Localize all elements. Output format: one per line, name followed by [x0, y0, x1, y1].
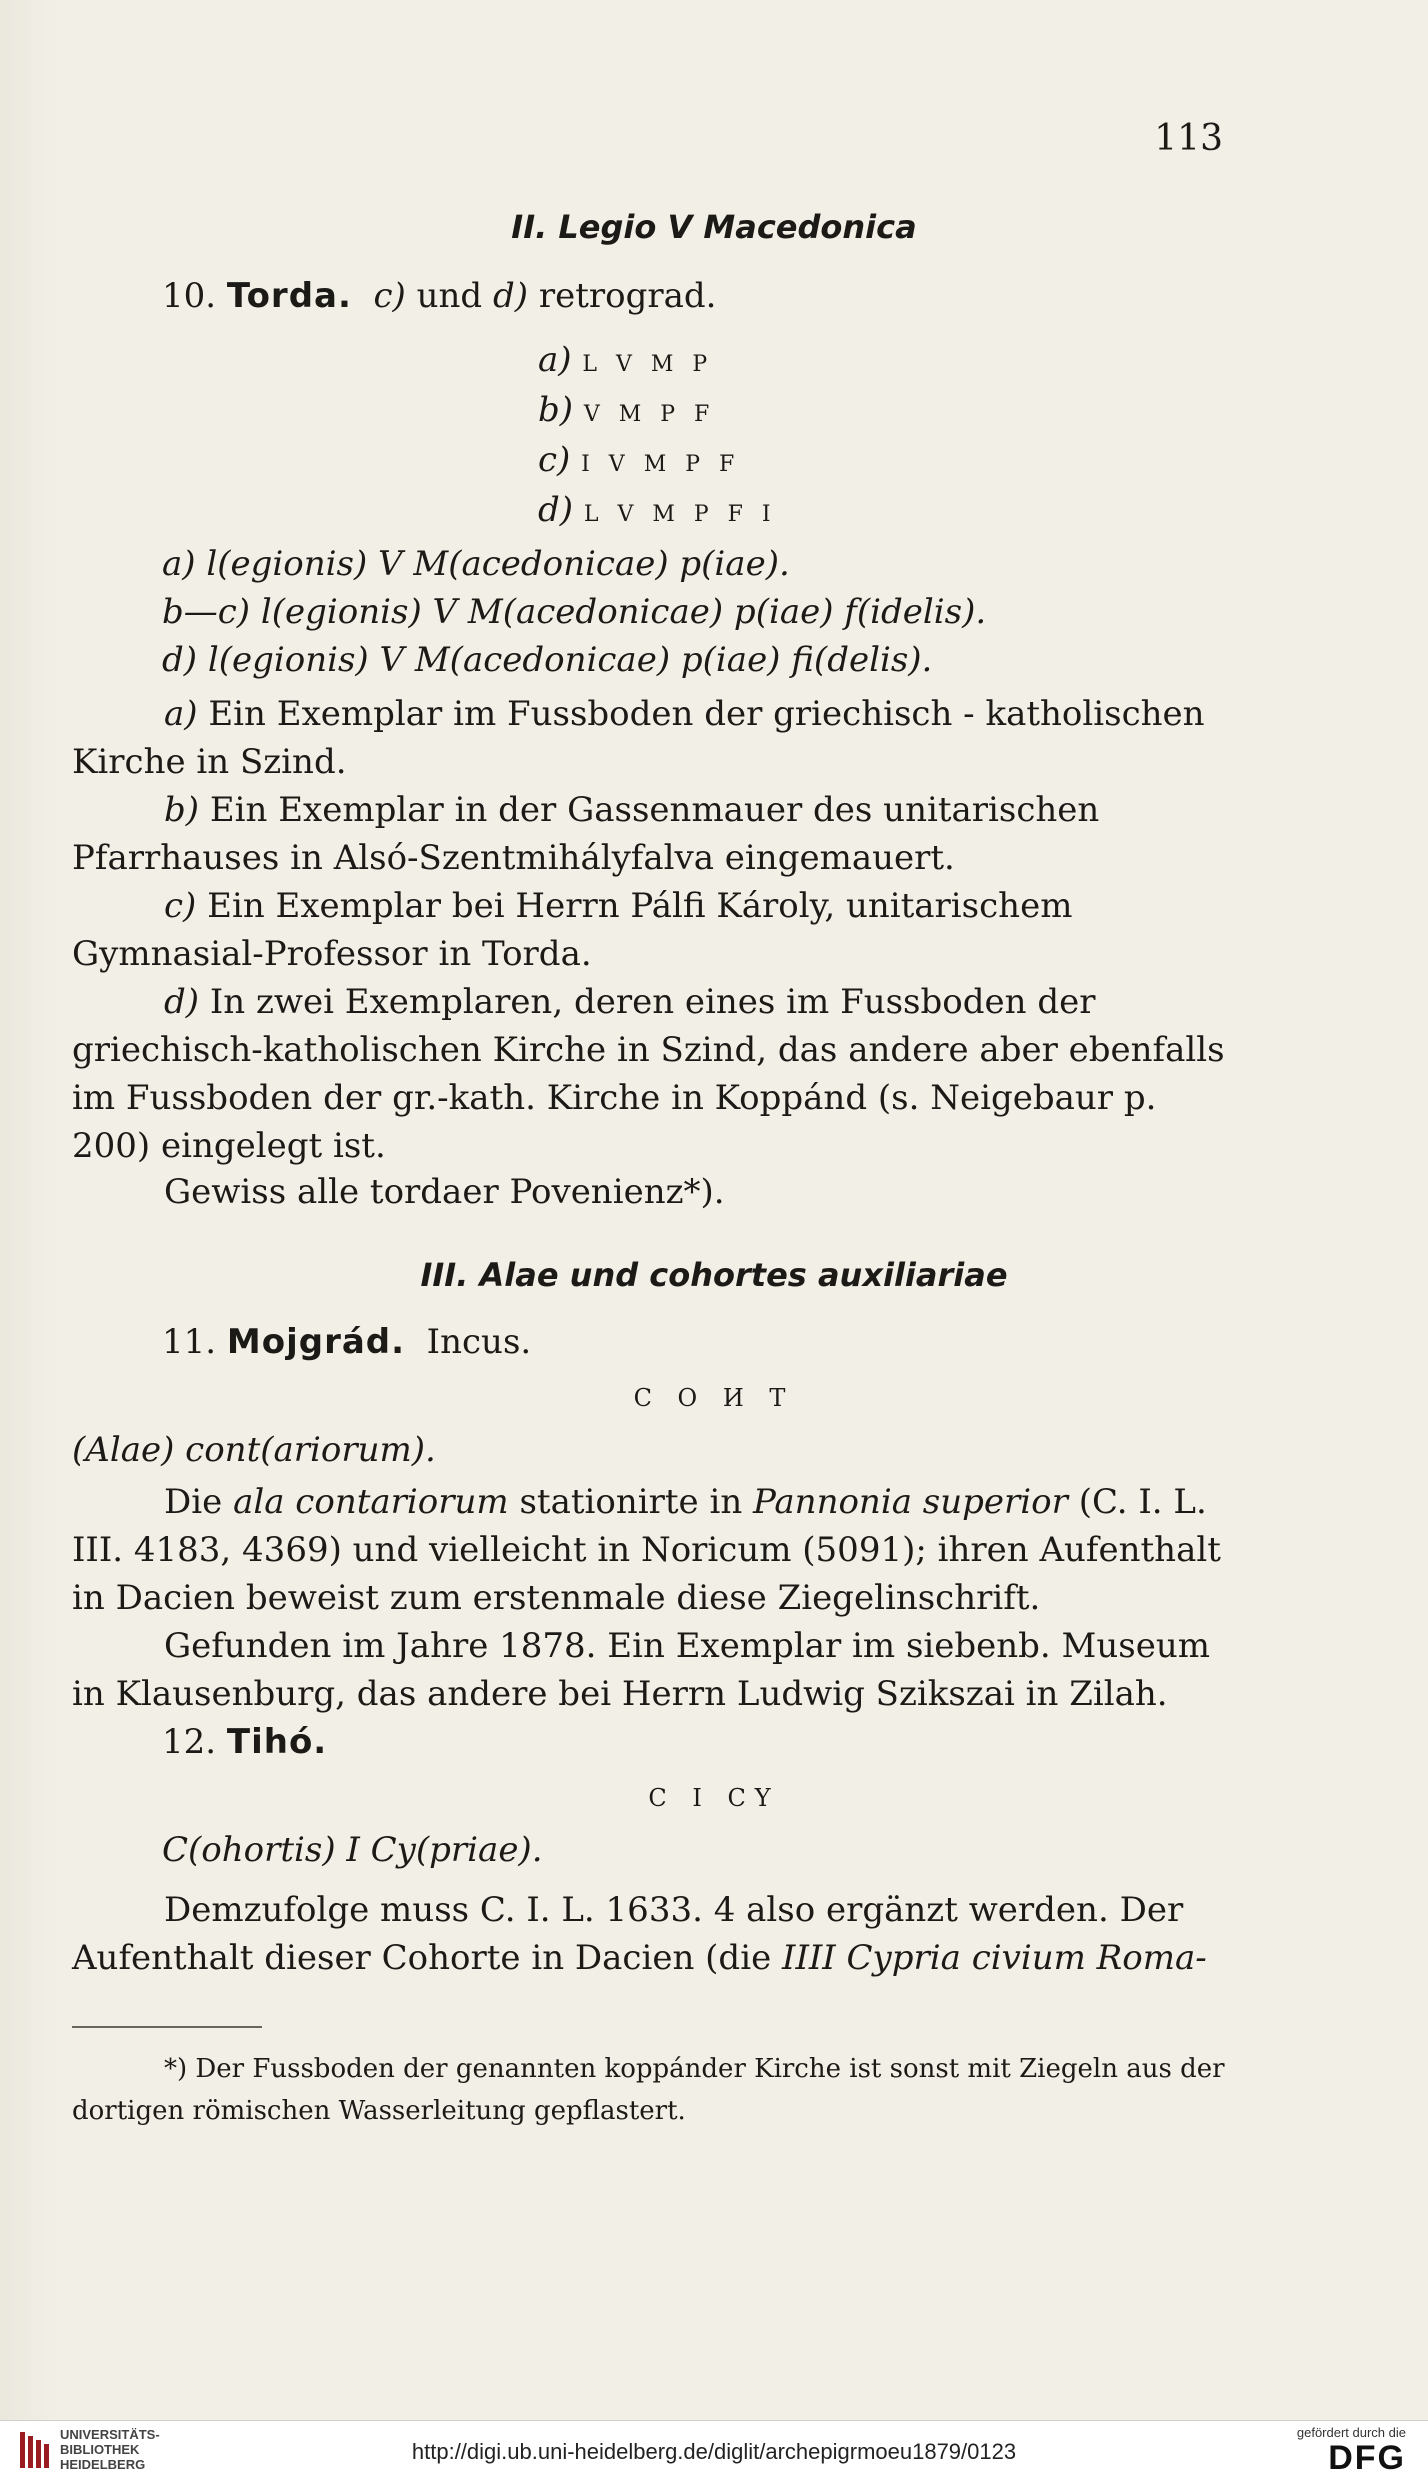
inscription-a: [538, 340, 713, 380]
object-type: Incus.: [426, 1322, 532, 1362]
inscription-text: L V M P: [582, 352, 714, 377]
entry-number: 10.: [162, 276, 217, 316]
permalink-url[interactable]: http://digi.ub.uni-heidelberg.de/diglit/archepigrmoeu1879/0123: [411, 2439, 1017, 2464]
reading-text: l(egionis) V M(acedonicae) p(iae) fi(delis).: [207, 640, 933, 680]
text-italic: IIII Cypria civium Roma-: [782, 1938, 1207, 1978]
text-span: Die: [164, 1482, 223, 1522]
reading-text: l(egionis) V M(acedonicae) p(iae).: [206, 544, 790, 584]
note-label: b): [164, 790, 200, 830]
text-italic: Pannonia superior: [753, 1482, 1068, 1522]
note-label: a): [164, 694, 198, 734]
paragraph-ala: [72, 1478, 1232, 1622]
inscription-b: [538, 390, 715, 430]
note-label: d): [164, 982, 200, 1022]
paragraph-cohorte: [72, 1886, 1232, 1982]
label-d: d): [493, 276, 529, 316]
text-italic: ala contariorum: [233, 1482, 509, 1522]
note-d: [72, 978, 1232, 1170]
inscription-cicy: C I CY: [648, 1784, 780, 1812]
closing-remark: Gewiss alle tordaer Povenienz*).: [164, 1172, 725, 1212]
page-number: 113: [1154, 118, 1223, 159]
dfg-label: DFG: [1328, 2439, 1406, 2477]
text-span: stationirte in: [519, 1482, 743, 1522]
note-text: In zwei Exemplaren, deren eines im Fussboden der griechisch-katholischen Kirche in Szind, das andere aber ebenfalls im Fussboden der gr.-kath. Kirche in Koppánd (s. Neigebaur p. 200) eingelegt ist.: [72, 982, 1225, 1166]
inscription-text: L V M P F I: [583, 502, 777, 527]
reading-label: d): [162, 640, 198, 680]
intro-end: retrograd.: [538, 276, 717, 316]
text-span: Demzufolge muss C. I. L. 1633. 4 also ergänzt werden. Der Aufenthalt dieser Cohorte in Dacien (die: [72, 1890, 1184, 1978]
digitization-footer: [0, 2420, 1428, 2481]
note-text: Ein Exemplar in der Gassenmauer des unitarischen Pfarrhauses in Alsó-Szentmihályfalva eingemauert.: [72, 790, 1100, 878]
paragraph-found: Gefunden im Jahre 1878. Ein Exemplar im siebenb. Museum in Klausenburg, das andere bei Herrn Ludwig Szikszai in Zilah.: [72, 1626, 1210, 1714]
inscription-d: [538, 490, 777, 530]
inscription-label: b): [538, 390, 574, 430]
text-span: (C. I. L. III. 4183, 4369) und vielleicht in Noricum (5091); ihren Aufenthalt in Dacien beweist zum erstenmale diese Ziegelinschrift.: [72, 1482, 1221, 1618]
reading-a: [162, 544, 790, 584]
place-name: Mojgrád.: [226, 1322, 406, 1362]
reading-text: l(egionis) V M(acedonicae) p(iae) f(idelis).: [260, 592, 987, 632]
label-c: c): [373, 276, 406, 316]
reading-label: a): [162, 544, 196, 584]
section-heading-alae: III. Alae und cohortes auxiliariae: [420, 1256, 1008, 1294]
inscription-text: I V M P F: [581, 452, 741, 477]
dfg-logo: [1297, 2425, 1406, 2476]
note-label: c): [164, 886, 197, 926]
funded-label: gefördert durch die: [1296, 2425, 1406, 2440]
entry-10-title: [162, 276, 716, 316]
reading-label: b—c): [162, 592, 251, 632]
intro-mid: und: [416, 276, 483, 316]
note-b: [72, 786, 1232, 882]
reading-bc: [162, 592, 986, 632]
inscription-label: a): [538, 340, 572, 380]
entry-12-title: [162, 1722, 327, 1762]
note-text: Ein Exemplar bei Herrn Pálfi Károly, unitarischem Gymnasial-Professor in Torda.: [72, 886, 1073, 974]
note-text: Ein Exemplar im Fussboden der griechisch - katholischen Kirche in Szind.: [72, 694, 1205, 782]
reading-d: [162, 640, 932, 680]
section-heading-legio: II. Legio V Macedonica: [511, 208, 917, 246]
inscription-text: V M P F: [583, 402, 716, 427]
inscription-label: d): [538, 490, 574, 530]
inscription-c: [538, 440, 740, 480]
footnote-rule: [72, 2026, 262, 2028]
entry-number: 12.: [162, 1722, 217, 1762]
reading-cicy: C(ohortis) I Cy(priae).: [162, 1830, 543, 1870]
entry-11-title: [162, 1322, 531, 1362]
inscription-label: c): [538, 440, 571, 480]
footnote: *) Der Fussboden der genannten koppánder Kirche ist sonst mit Ziegeln aus der dortigen römischen Wasserleitung gepflastert.: [72, 2054, 1225, 2126]
inscription-cont: C O И T: [633, 1384, 795, 1412]
place-name: Tihó.: [226, 1722, 328, 1762]
library-label: UNIVERSITÄTS- BIBLIOTHEK HEIDELBERG: [60, 2427, 160, 2472]
note-c: [72, 882, 1232, 978]
entry-number: 11.: [162, 1322, 217, 1362]
place-name: Torda.: [226, 276, 352, 316]
reading-cont: (Alae) cont(ariorum).: [72, 1430, 436, 1470]
note-a: [72, 690, 1232, 786]
